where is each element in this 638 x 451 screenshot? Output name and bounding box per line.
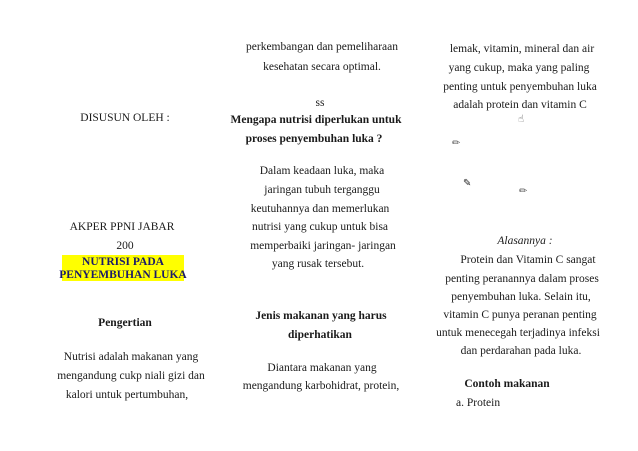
col3-intro-line: yang cukup, maka yang paling bbox=[448, 62, 590, 74]
reason-line: vitamin C punya peranan penting bbox=[443, 309, 597, 321]
col3-intro-line: lemak, vitamin, mineral dan air bbox=[449, 43, 595, 55]
answer-line: keutuhannya dan memerlukan bbox=[250, 203, 390, 215]
pencil-icon: ✏ bbox=[519, 186, 528, 197]
list-item: a. Protein bbox=[456, 397, 501, 409]
answer-line: memperbaiki jaringan- jaringan bbox=[250, 240, 396, 252]
pencil-icon: ✎ bbox=[463, 178, 472, 189]
question-heading: Mengapa nutrisi diperlukan untuk bbox=[230, 114, 402, 126]
pencil-icon: ✏ bbox=[452, 138, 461, 149]
jenis-heading: Jenis makanan yang harus bbox=[255, 310, 387, 322]
contoh-heading: Contoh makanan bbox=[464, 378, 550, 390]
ss-text: ss bbox=[315, 97, 325, 109]
institution-name: AKPER PPNI JABAR bbox=[69, 221, 175, 233]
year: 200 bbox=[116, 240, 134, 252]
col3-intro-line: adalah protein dan vitamin C bbox=[453, 99, 587, 111]
pengertian-line: mengandung cukp niali gizi dan bbox=[57, 370, 205, 382]
alasannya-label: Alasannya : bbox=[497, 235, 553, 247]
col2-intro-line: perkembangan dan pemeliharaan bbox=[246, 41, 398, 53]
reason-line: penting peranannya dalam proses bbox=[445, 273, 599, 285]
title-line-2: PENYEMBUHAN LUKA bbox=[59, 269, 187, 281]
answer-line: nutrisi yang cukup untuk bisa bbox=[251, 221, 389, 233]
col3-intro-line: penting untuk penyembuhan luka bbox=[443, 81, 597, 93]
jenis-line: Diantara makanan yang bbox=[267, 362, 377, 374]
answer-line: jaringan tubuh terganggu bbox=[264, 184, 380, 196]
col2-intro-line: kesehatan secara optimal. bbox=[263, 61, 381, 73]
answer-line: Dalam keadaan luka, maka bbox=[259, 165, 385, 177]
reason-line: Protein dan Vitamin C sangat bbox=[460, 254, 596, 266]
question-heading: proses penyembuhan luka ? bbox=[245, 133, 383, 145]
disusun-oleh-label: DISUSUN OLEH : bbox=[80, 112, 170, 124]
pengertian-line: Nutrisi adalah makanan yang bbox=[63, 351, 199, 363]
reason-line: penyembuhan luka. Selain itu, bbox=[451, 291, 591, 303]
pengertian-line: kalori untuk pertumbuhan, bbox=[65, 389, 189, 401]
reason-line: dan perdarahan pada luka. bbox=[460, 345, 582, 357]
jenis-line: mengandung karbohidrat, protein, bbox=[242, 380, 400, 392]
answer-line: yang rusak tersebut. bbox=[271, 258, 365, 270]
hand-icon: ☝ bbox=[518, 114, 525, 125]
jenis-heading: diperhatikan bbox=[288, 329, 352, 341]
reason-line: untuk menecegah terjadinya infeksi bbox=[436, 327, 600, 339]
pengertian-heading: Pengertian bbox=[98, 317, 152, 329]
title-line-1: NUTRISI PADA bbox=[82, 256, 164, 268]
